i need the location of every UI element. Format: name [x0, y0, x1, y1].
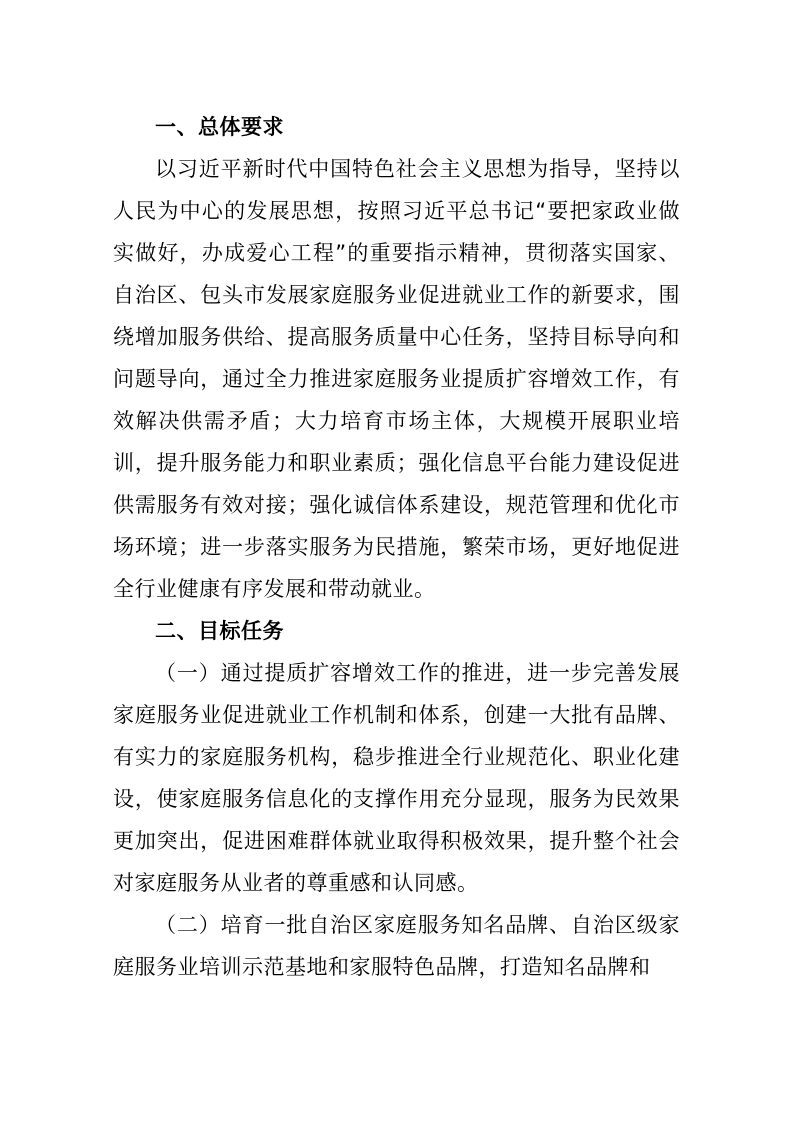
paragraph-goal-task-2: （二）培育一批自治区家庭服务知名品牌、自治区级家庭服务业培训示范基地和家服特色品牌，打造知名品牌和	[113, 913, 680, 979]
section-heading-1: 一、总体要求	[155, 115, 284, 139]
paragraph-goal-task-1: （一）通过提质扩容增效工作的推进，进一步完善发展家庭服务业促进就业工作机制和体系，创建一大批有品牌、有实力的家庭服务机构，稳步推进全行业规范化、职业化建 设，使家庭服务信息化的支撑作用充分显现，服务为民效果 更加突出，促进困难群体就业取得积极效果，提升整个社会 对家庭服务从业者的尊重感和认同感。	[113, 661, 680, 895]
paragraph-overall-requirements: 以习近平新时代中国特色社会主义思想为指导，坚持以人民为中心的发展思想，按照习近平总书记“要把家政业做实做好，办成爱心工程”的重要指示精神，贯彻落实国家、自治区、包头市发展家庭服务业促进就业工作的新要求，围绕增加服务供给、提高服务质量中心任务，坚持目标导向和问题导向，通过全力推进家庭服务业提质扩容增效工作，有效解决供需矛盾；大力培育市场主体，大规模开展职业培训，提升服务能力和职业素质；强化信息平台能力建设促进供需服务有效对接；强化诚信体系建设，规范管理和优化市场环境；进一步落实服务为民措施，繁荣市场，更好地促进全行业健康有序发展和带动就业。	[113, 157, 680, 601]
section-heading-2: 二、目标任务	[155, 619, 284, 643]
